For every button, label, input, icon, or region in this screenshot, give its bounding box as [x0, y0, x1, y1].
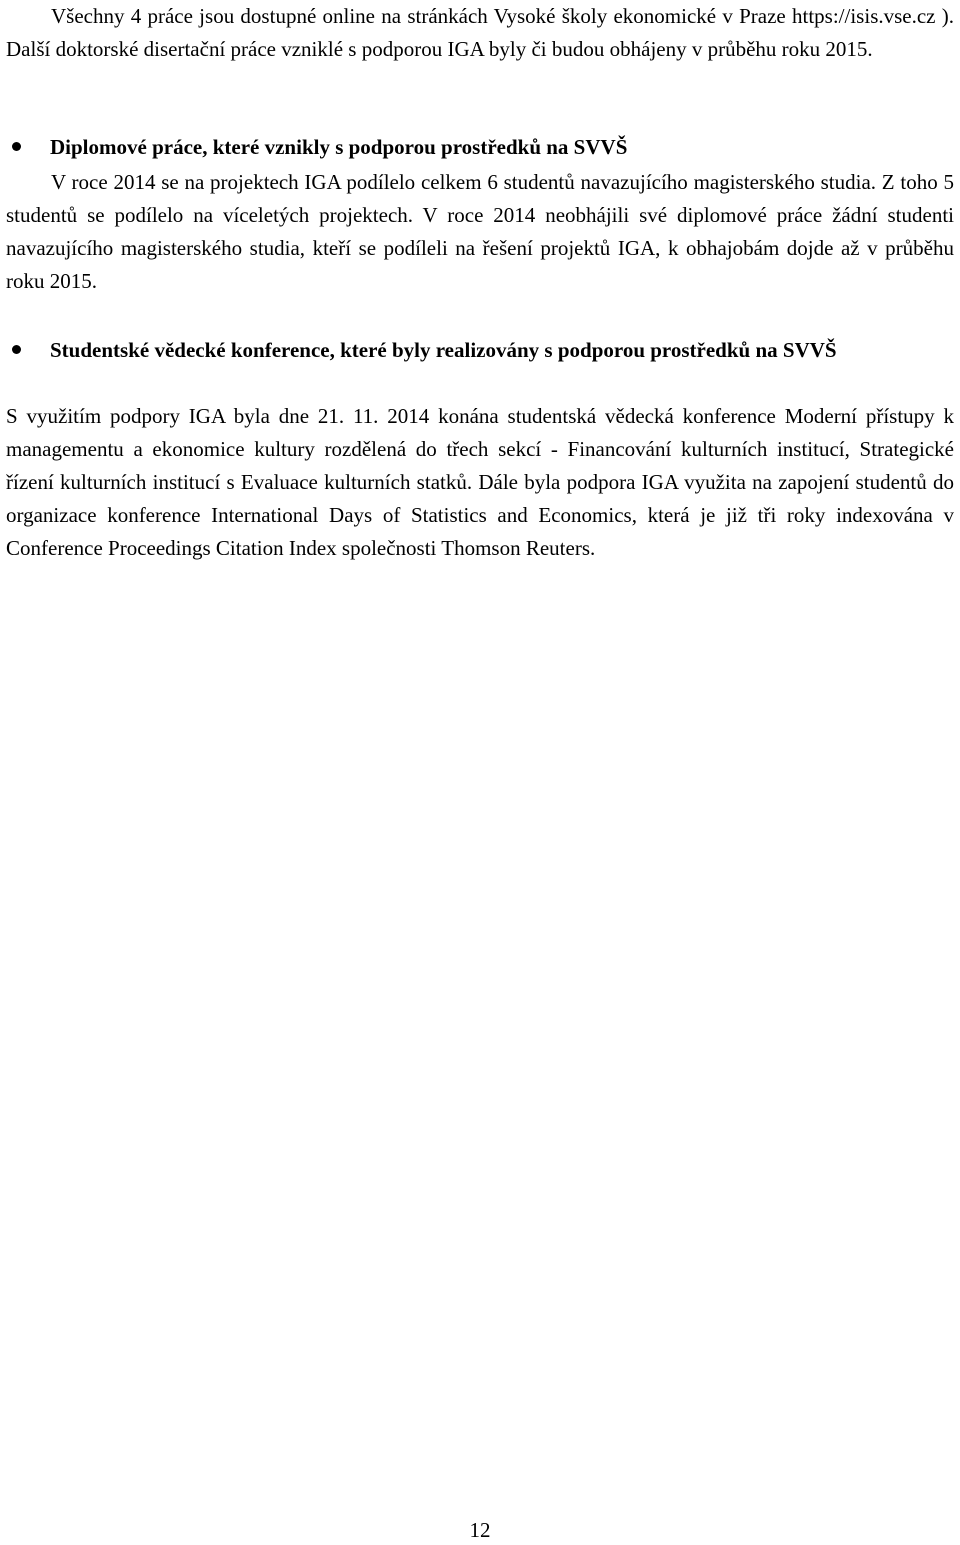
section-paragraph: V roce 2014 se na projektech IGA podílelo celkem 6 studentů navazujícího magisterského studia. Z toho 5 studentů se podílelo na víceletých projektech. V roce 2014 neobhájili své diplomové práce žádní studenti navazujícího magisterského studia, kteří se podíleli na řešení projektů IGA, k obhajobám dojde až v průběhu roku 2015.	[6, 170, 954, 293]
bullet-item-konference	[6, 334, 954, 367]
section-heading: Diplomové práce, které vznikly s podporou prostředků na SVVŠ	[50, 135, 628, 159]
bullet-item-diplomove-prace	[6, 131, 954, 164]
section-paragraph: S využitím podpory IGA byla dne 21. 11. 2014 konána studentská vědecká konference Moderní přístupy k managementu a ekonomice kultury rozdělená do třech sekcí - Financování kulturních institucí, Strategické řízení kulturních institucí s Evaluace kulturních statků. Dále byla podpora IGA využita na zapojení studentů do organizace konference International Days of Statistics and Economics, která je již tři roky indexována v Conference Proceedings Citation Index společnosti Thomson Reuters.	[6, 404, 954, 560]
intro-paragraph: Všechny 4 práce jsou dostupné online na stránkách Vysoké školy ekonomické v Praze https://isis.vse.cz ). Další doktorské disertační práce vzniklé s podporou IGA byly či budou obhájeny v průběhu roku 2015.	[6, 4, 954, 61]
page-number: 12	[469, 1518, 491, 1542]
section-heading: Studentské vědecké konference, které byly realizovány s podporou prostředků na SVVŠ	[50, 338, 837, 362]
bullet-icon	[12, 142, 21, 151]
bullet-icon	[12, 345, 21, 354]
